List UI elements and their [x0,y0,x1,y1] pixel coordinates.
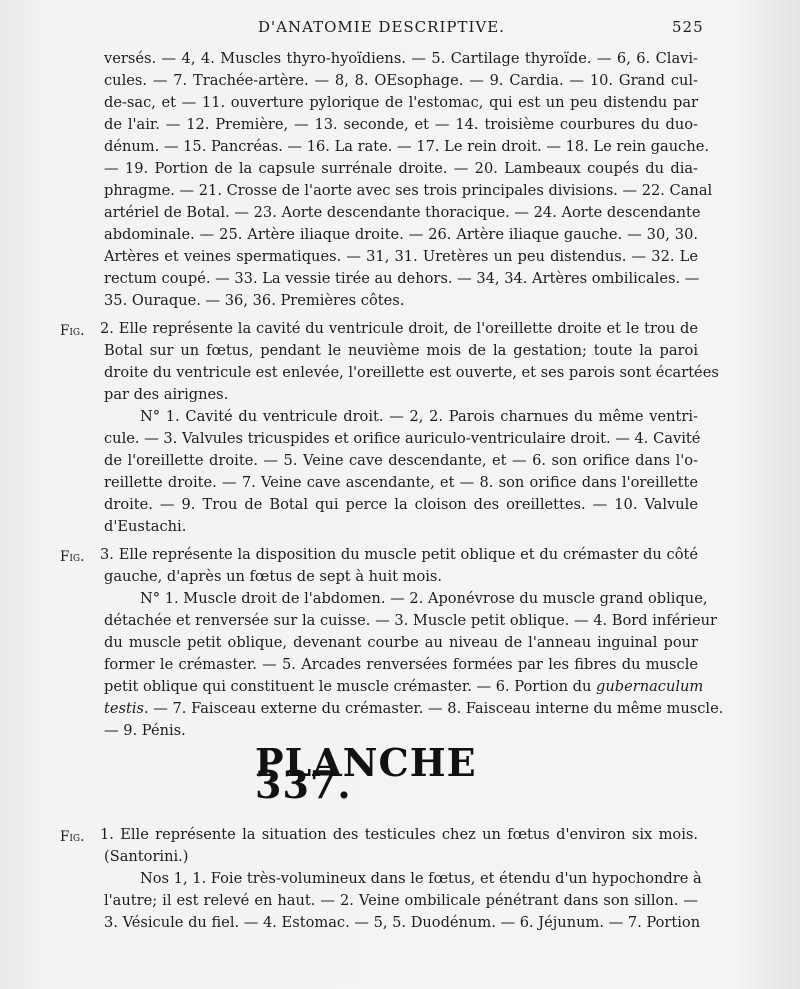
latin-term: testis [104,700,145,717]
legend-line: cule. — 3. Valvules tricuspides et orifice auriculo-ventriculaire droit. — 4. Cavité [104,430,701,447]
legend-line: du muscle petit oblique, devenant courbe au niveau de l'anneau inguinal pour [104,634,698,651]
legend-line: droite. — 9. Trou de Botal qui perce la cloison des oreillettes. — 10. Valvule [104,496,698,513]
text-line: de l'air. — 12. Première, — 13. seconde, et — 14. troisième courbures du duo- [104,116,698,133]
text-line: versés. — 4, 4. Muscles thyro-hyoïdiens. — 5. Cartilage thyroïde. — 6, 6. Clavi- [104,50,698,67]
figure-caption-line: gauche, d'après un fœtus de sept à huit mois. [104,568,443,585]
legend-line [104,698,723,720]
text-line: abdominale. — 25. Artère iliaque droite. — 26. Artère iliaque gauche. — 30, 30. [104,226,698,243]
text-line: artériel de Botal. — 23. Aorte descendante thoracique. — 24. Aorte descendante [104,204,701,221]
legend-line: détachée et renversée sur la cuisse. — 3. Muscle petit oblique. — 4. Bord inférieur [104,612,717,629]
text-line: Artères et veines spermatiques. — 31, 31. Uretères un peu distendus. — 32. Le [104,248,698,265]
text-line: cules. — 7. Trachée-artère. — 8, 8. OEsophage. — 9. Cardia. — 10. Grand cul- [104,72,698,89]
running-title: D'ANATOMIE DESCRIPTIVE. [258,18,505,36]
text-line: phragme. — 21. Crosse de l'aorte avec ses trois principales divisions. — 22. Canal [104,182,713,199]
legend-line: de l'oreillette droite. — 5. Veine cave descendante, et — 6. son orifice dans l'o- [104,452,698,469]
legend-line: reillette droite. — 7. Veine cave ascendante, et — 8. son orifice dans l'oreillette [104,474,698,491]
plate-heading: PLANCHE 337. [255,740,477,807]
text-line: 35. Ouraque. — 36, 36. Premières côtes. [104,292,405,309]
legend-line: l'autre; il est relevé en haut. — 2. Veine ombilicale pénétrant dans son sillon. — [104,892,698,909]
figure-caption-line: 2. Elle représente la cavité du ventricule droit, de l'oreillette droite et le trou de [100,320,698,337]
legend-line: Nos 1, 1. Foie très-volumineux dans le fœtus, et étendu d'un hypochondre à [140,870,702,887]
figure-caption-line: droite du ventricule est enlevée, l'oreillette est ouverte, et ses parois sont écartées [104,364,719,381]
legend-line [104,676,704,698]
figure-caption-line: Botal sur un fœtus, pendant le neuvième mois de la gestation; toute la paroi [104,342,698,359]
legend-line: — 9. Pénis. [104,722,186,739]
figure-caption-line: 1. Elle représente la situation des testicules chez un fœtus d'environ six mois. [100,826,698,843]
text-line: de-sac, et — 11. ouverture pylorique de l'estomac, qui est un peu distendu par [104,94,698,111]
figure-caption-line: par des airignes. [104,386,229,403]
figure-label: Fig. [60,323,85,339]
page-number: 525 [672,18,704,36]
legend-line: d'Eustachi. [104,518,187,535]
figure-caption-line: (Santorini.) [104,848,189,865]
latin-term: gubernaculum [596,678,704,695]
legend-text: . — 7. Faisceau externe du crémaster. — 8. Faisceau interne du même muscle. [144,700,724,717]
figure-caption-line: 3. Elle représente la disposition du muscle petit oblique et du crémaster du côté [100,546,698,563]
figure-label: Fig. [60,829,85,845]
figure-label: Fig. [60,549,85,565]
legend-text: petit oblique qui constituent le muscle crémaster. — 6. Portion du [104,678,592,695]
legend-line: former le crémaster. — 5. Arcades renversées formées par les fibres du muscle [104,656,698,673]
text-line: dénum. — 15. Pancréas. — 16. La rate. — 17. Le rein droit. — 18. Le rein gauche. [104,138,709,155]
legend-line: N° 1. Muscle droit de l'abdomen. — 2. Aponévrose du muscle grand oblique, [140,590,708,607]
legend-line: 3. Vésicule du fiel. — 4. Estomac. — 5, 5. Duodénum. — 6. Jéjunum. — 7. Portion [104,914,701,931]
text-line: — 19. Portion de la capsule surrénale droite. — 20. Lambeaux coupés du dia- [104,160,698,177]
legend-line: N° 1. Cavité du ventricule droit. — 2, 2. Parois charnues du même ventri- [140,408,698,425]
text-line: rectum coupé. — 33. La vessie tirée au dehors. — 34, 34. Artères ombilicales. — [104,270,700,287]
